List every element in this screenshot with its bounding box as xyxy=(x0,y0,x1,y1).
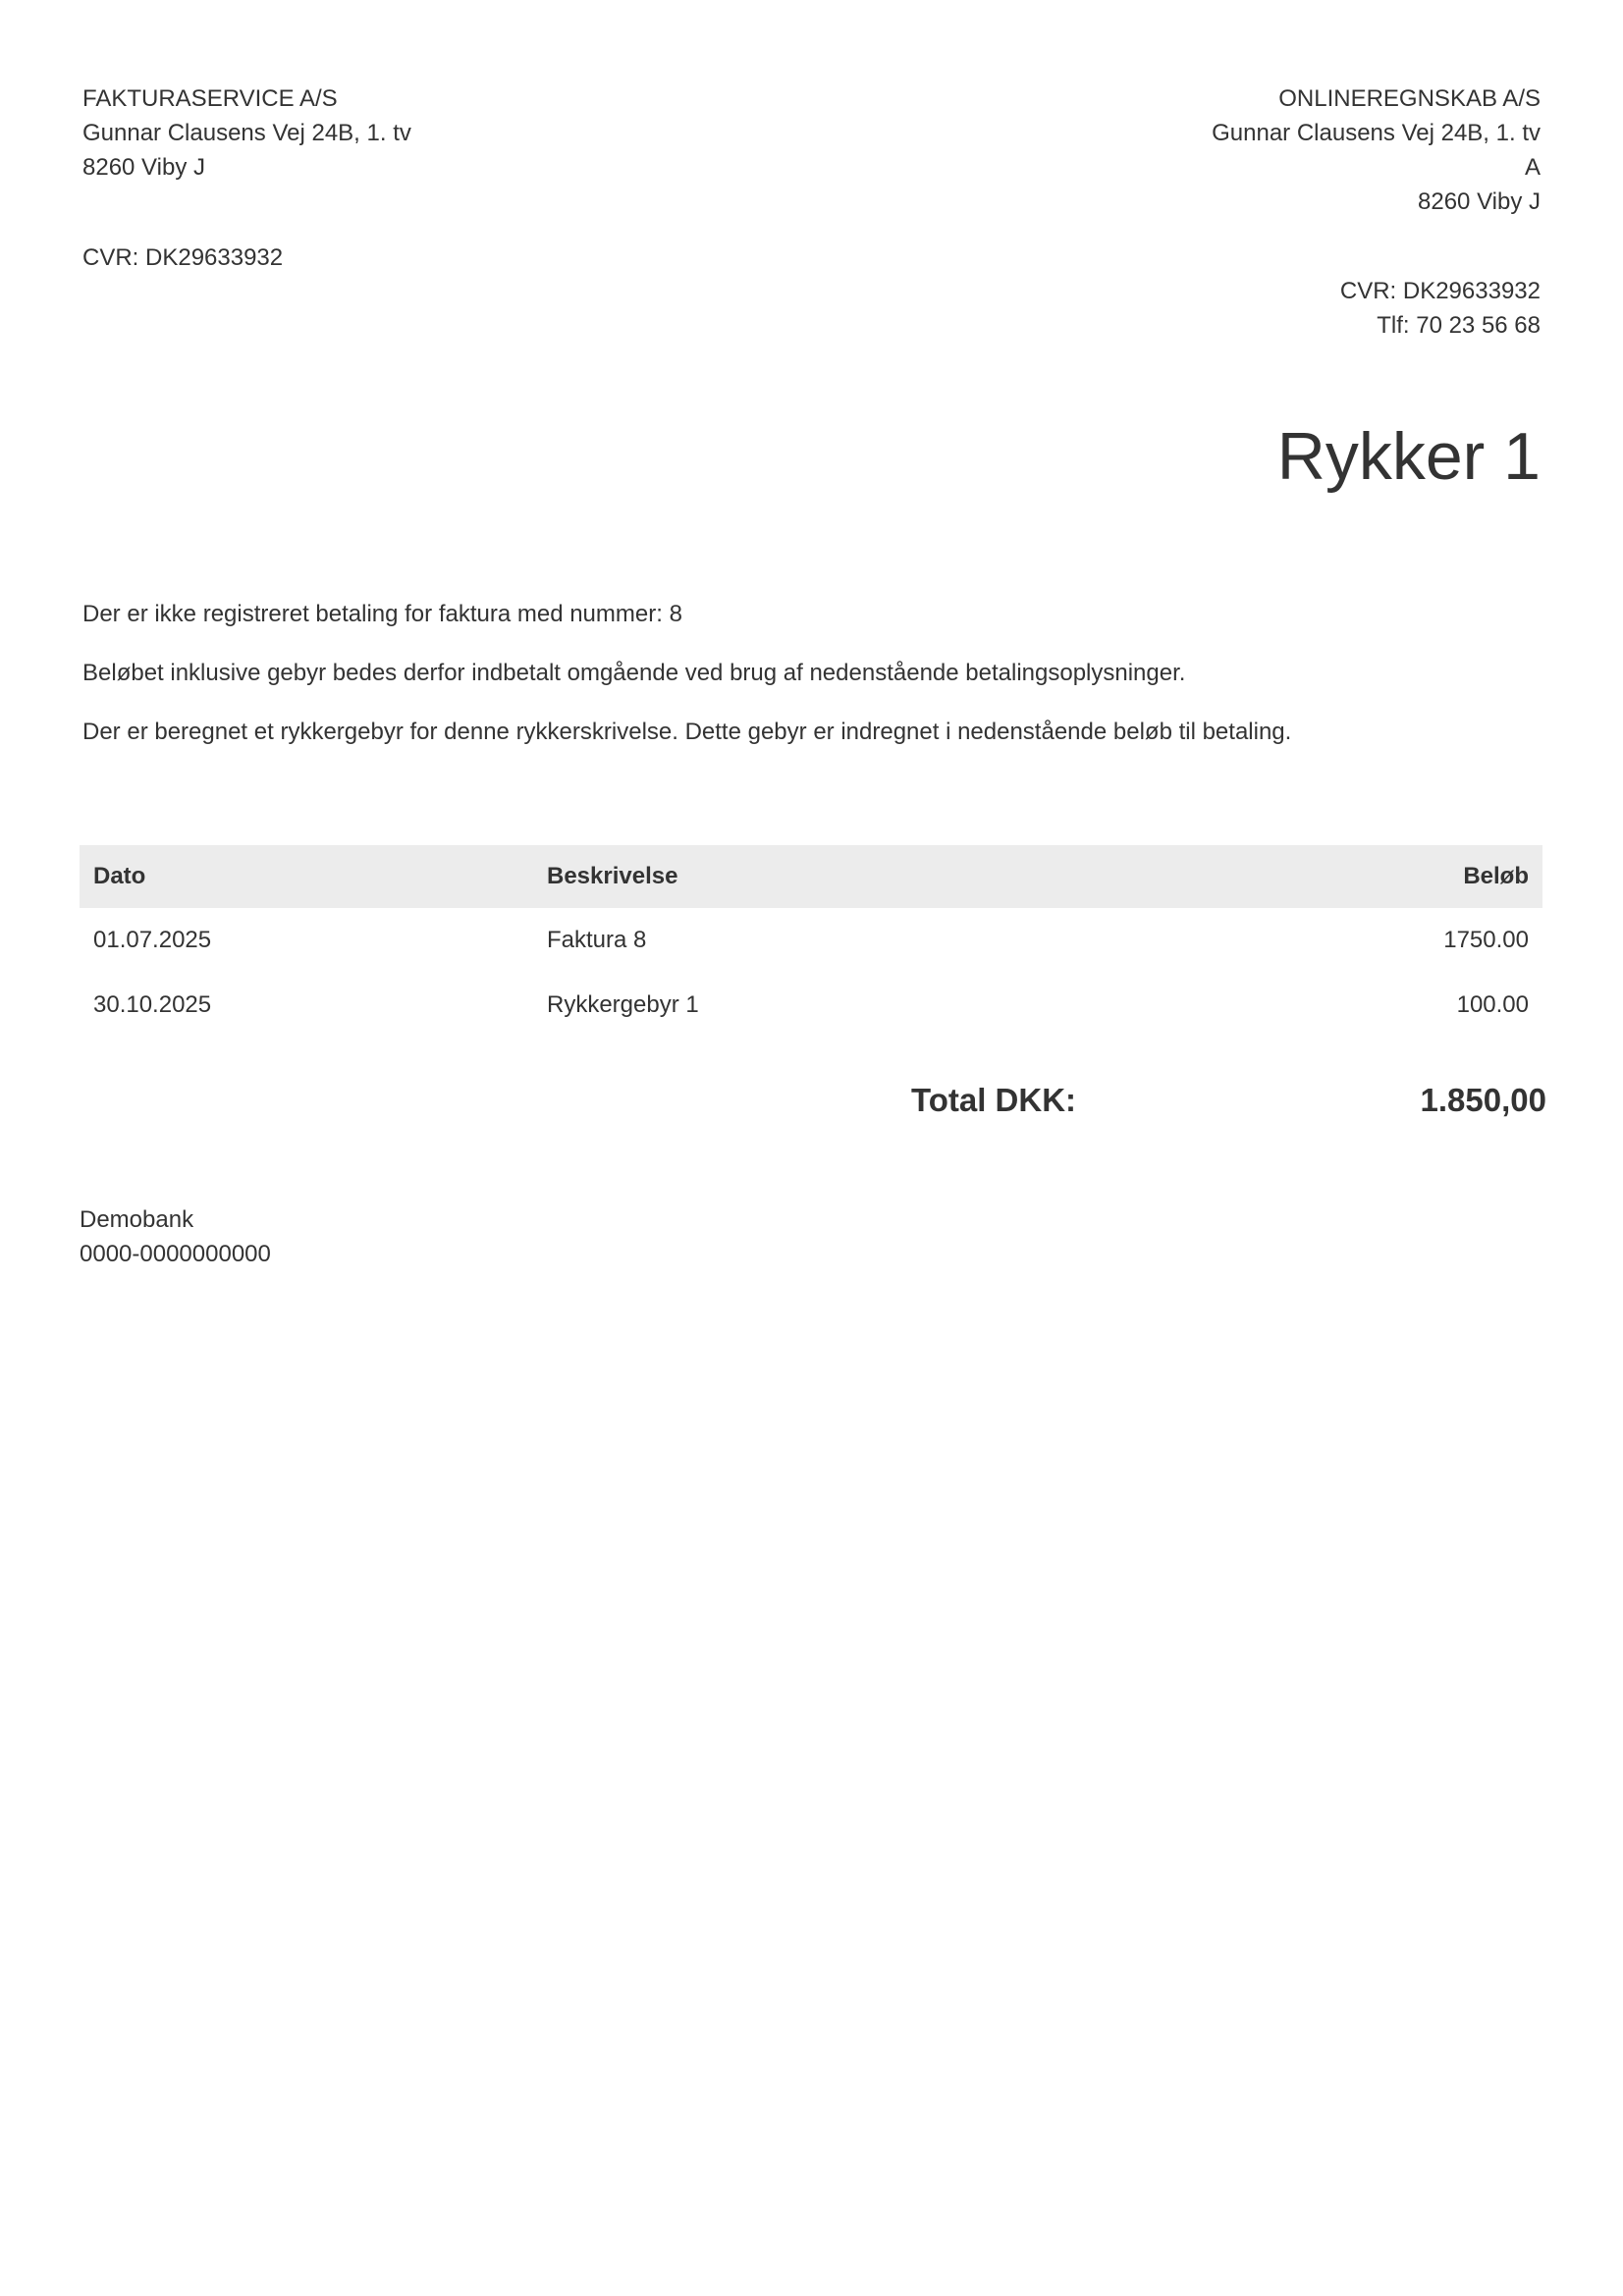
column-header-description: Beskrivelse xyxy=(533,845,1153,908)
sender-city: 8260 Viby J xyxy=(1418,188,1541,215)
message-paragraph: Der er beregnet et rykkergebyr for denne rykkerskrivelse. Dette gebyr er indregnet i nedenstående beløb til betaling. xyxy=(82,719,1292,745)
sender-street: Gunnar Clausens Vej 24B, 1. tv xyxy=(1212,120,1541,146)
sender-address xyxy=(1128,81,1541,219)
row-amount: 1750.00 xyxy=(1443,927,1529,953)
recipient-street: Gunnar Clausens Vej 24B, 1. tv xyxy=(82,120,411,146)
row-description: Faktura 8 xyxy=(547,927,647,953)
table-header-row xyxy=(80,845,1542,908)
sender-cvr: CVR: DK29633932 xyxy=(1339,278,1541,304)
total-value: 1.850,00 xyxy=(1420,1082,1546,1118)
total-label: Total DKK: xyxy=(911,1082,1077,1118)
recipient-cvr: CVR: DK29633932 xyxy=(82,244,284,271)
recipient-address xyxy=(82,81,672,185)
reminder-lines-table xyxy=(80,845,1542,1038)
table-row xyxy=(80,973,1542,1038)
row-description: Rykkergebyr 1 xyxy=(547,991,699,1018)
message-paragraph: Beløbet inklusive gebyr bedes derfor indbetalt omgående ved brug af nedenstående betalingsoplysninger. xyxy=(82,660,1186,686)
bank-account: 0000-0000000000 xyxy=(80,1241,271,1267)
recipient-city: 8260 Viby J xyxy=(82,154,205,181)
column-header-date: Dato xyxy=(80,845,533,908)
row-date: 30.10.2025 xyxy=(93,991,212,1018)
sender-name: ONLINEREGNSKAB A/S xyxy=(1278,85,1541,112)
row-amount: 100.00 xyxy=(1456,991,1529,1018)
bank-name: Demobank xyxy=(80,1206,194,1233)
sender-contact xyxy=(1340,274,1541,343)
bank-details xyxy=(80,1202,271,1271)
message-paragraph: Der er ikke registreret betaling for faktura med nummer: 8 xyxy=(82,601,682,627)
table-row xyxy=(80,908,1542,973)
document-title: Rykker 1 xyxy=(1276,419,1541,494)
sender-street-continued: A xyxy=(1524,154,1541,181)
row-date: 01.07.2025 xyxy=(93,927,212,953)
sender-phone: Tlf: 70 23 56 68 xyxy=(1377,312,1541,339)
reminder-message xyxy=(82,597,1536,774)
recipient-name: FAKTURASERVICE A/S xyxy=(82,85,338,112)
column-header-amount: Beløb xyxy=(1153,845,1542,908)
